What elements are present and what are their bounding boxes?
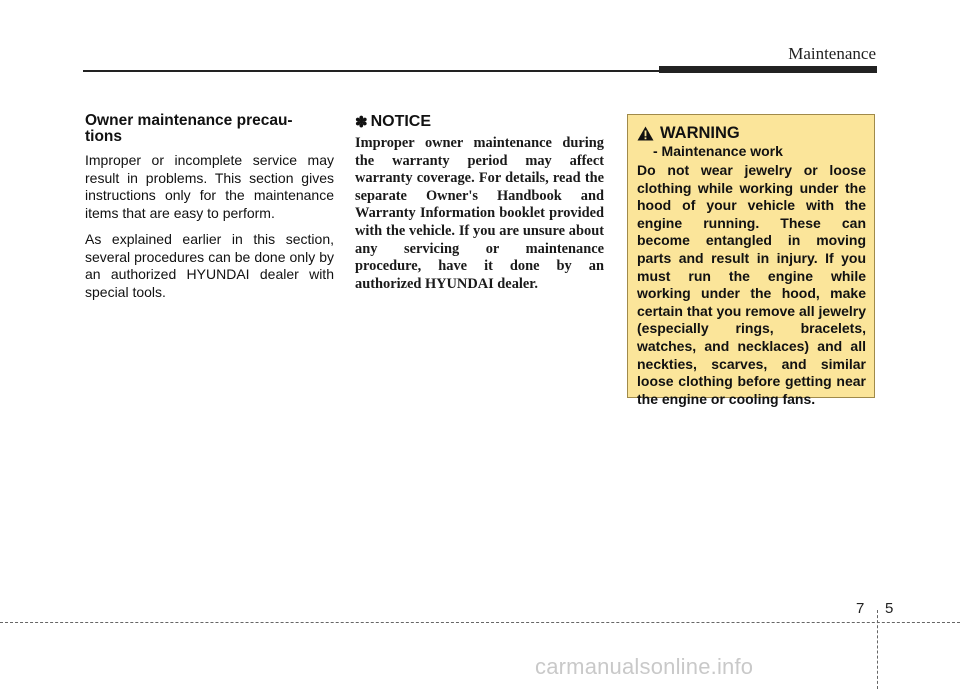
paragraph-1: Improper or incomplete service may result in problems. This section gives instructions only for the maintenance items that are easy to perform. bbox=[85, 152, 334, 221]
warning-heading bbox=[637, 123, 866, 143]
header-rule-accent bbox=[659, 66, 877, 73]
page-number: 5 bbox=[885, 600, 894, 617]
notice-heading bbox=[355, 113, 604, 131]
heading-line-1: Owner maintenance precau- bbox=[85, 112, 293, 129]
warning-subtitle: - Maintenance work bbox=[653, 143, 783, 159]
section-header-title: Maintenance bbox=[788, 44, 876, 63]
notice-text: Improper owner maintenance during the warranty period may affect warranty coverage. For details, read the separate Owner's Handbook and Warranty Information booklet provided with the vehicle. If you are unsure about any servicing or maintenance procedure, have it done by an authorized HYUNDAI dealer. bbox=[355, 135, 604, 292]
header-rule bbox=[83, 70, 663, 72]
warning-text: Do not wear jewelry or loose clothing while working under the hood of your vehicle with the engine running. These can become entangled in moving parts and result in injury. If you must run the engine while working under the hood, make certain that you remove all jewelry (especially rings, bracelets, watches, and necklaces) and all neckties, scarves, and similar loose clothing before getting near the engine or cooling fans. bbox=[637, 162, 866, 407]
footer-page-divider bbox=[877, 610, 878, 689]
owner-maintenance-section bbox=[85, 113, 334, 310]
warning-box bbox=[627, 114, 875, 407]
notice-title: NOTICE bbox=[370, 113, 432, 130]
footer-rule bbox=[0, 622, 960, 623]
watermark-text: carmanualsonline.info bbox=[535, 654, 754, 679]
warning-title: WARNING bbox=[660, 123, 740, 142]
notice-section bbox=[355, 113, 604, 293]
heading-line-2: tions bbox=[85, 128, 123, 145]
notice-asterisk-icon: ✽ bbox=[355, 114, 368, 131]
paragraph-2: As explained earlier in this section, several procedures can be done only by an authorized HYUNDAI dealer with special tools. bbox=[85, 231, 334, 300]
warning-triangle-icon bbox=[637, 126, 654, 141]
owner-maintenance-heading bbox=[85, 113, 334, 145]
chapter-number: 7 bbox=[856, 600, 865, 617]
